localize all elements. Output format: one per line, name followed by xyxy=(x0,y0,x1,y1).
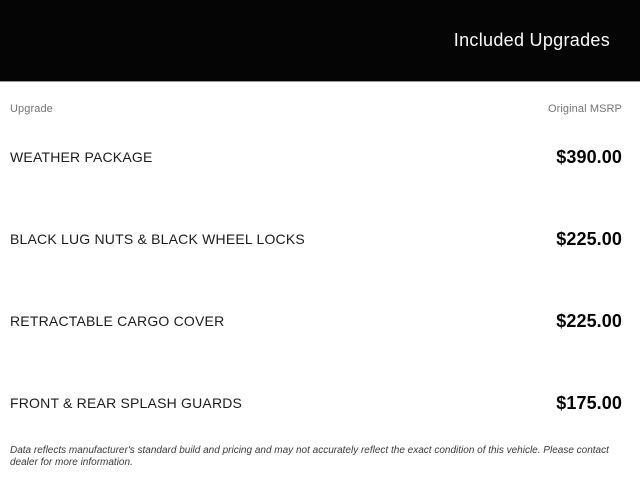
table-row xyxy=(10,362,622,444)
upgrade-name: BLACK LUG NUTS & BLACK WHEEL LOCKS xyxy=(10,231,305,247)
included-upgrades-header xyxy=(0,0,640,82)
table-row xyxy=(10,116,622,198)
table-header-row xyxy=(10,82,622,116)
upgrade-price: $225.00 xyxy=(556,228,622,249)
upgrades-table xyxy=(0,82,640,469)
upgrade-name: FRONT & REAR SPLASH GUARDS xyxy=(10,395,243,411)
table-row xyxy=(10,198,622,280)
column-header-upgrade: Upgrade xyxy=(10,103,53,115)
upgrade-price: $390.00 xyxy=(556,146,622,167)
upgrade-name: WEATHER PACKAGE xyxy=(10,149,153,165)
disclaimer-text: Data reflects manufacturer's standard build and pricing and may not accurately reflect the exact condition of this vehicle. Please contact dealer for more information. xyxy=(10,445,609,468)
upgrade-price: $225.00 xyxy=(556,310,622,331)
upgrade-name: RETRACTABLE CARGO COVER xyxy=(10,313,225,329)
upgrade-price: $175.00 xyxy=(556,392,622,413)
table-row xyxy=(10,280,622,362)
column-header-msrp: Original MSRP xyxy=(547,103,622,115)
page-title: Included Upgrades xyxy=(453,30,610,50)
